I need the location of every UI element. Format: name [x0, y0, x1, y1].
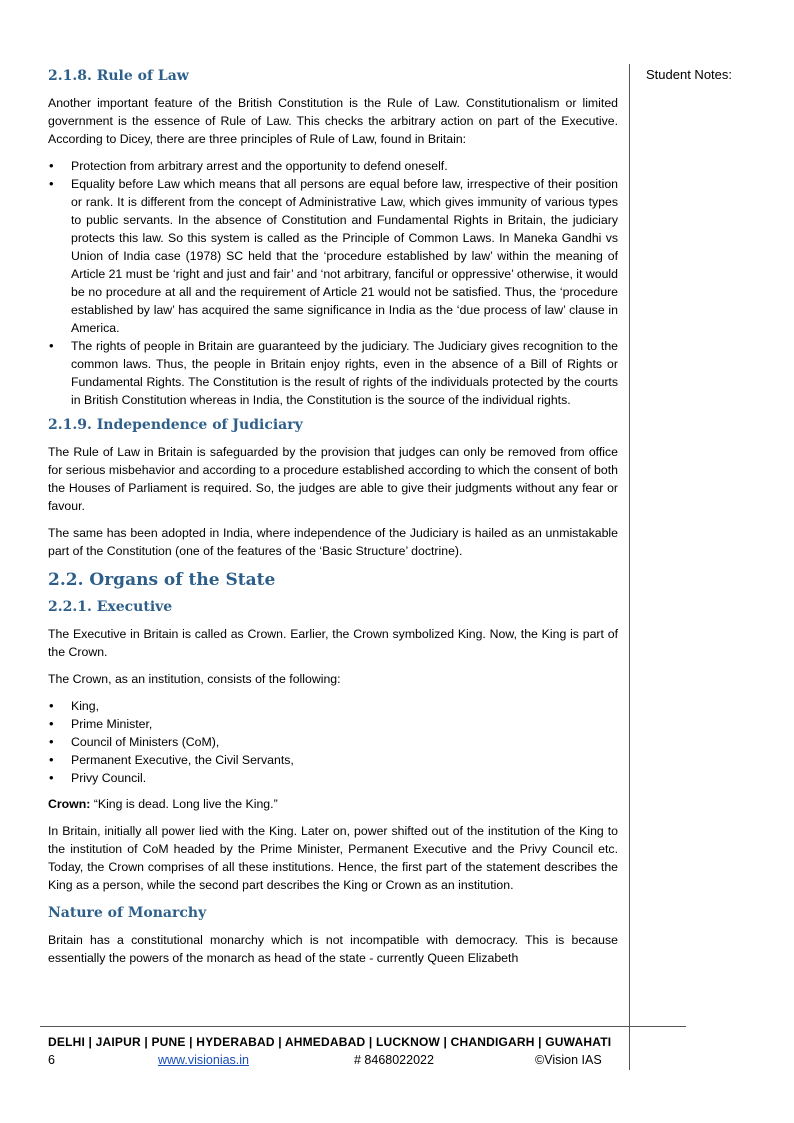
heading-nature-of-monarchy: Nature of Monarchy — [48, 905, 207, 921]
list-item: • Permanent Executive, the Civil Servants, — [48, 751, 618, 769]
website-link[interactable]: www.visionias.in — [158, 1053, 250, 1067]
crown-quote: “King is dead. Long live the King.” — [90, 797, 278, 811]
copyright: ©Vision IAS — [535, 1053, 602, 1067]
list-item: • The rights of people in Britain are guaranteed by the judiciary. The Judiciary gives recognition to the common laws. Thus, the people in Britain enjoy rights, even in the absence of a Bill of Rights or Fundamental Rights. The Constitution is the result of rights of the individuals protected by the courts in British Constitution whereas in India, the Constitution is the source of the individual rights. — [48, 337, 618, 409]
crown-label: Crown: — [48, 797, 91, 811]
judiciary-paragraph-2: The same has been adopted in India, where independence of the Judiciary is hailed as an unmistakable part of the Constitution (one of the features of the ‘Basic Structure’ doctrine). — [48, 526, 618, 558]
list-item: • Protection from arbitrary arrest and the opportunity to defend oneself. — [48, 157, 618, 175]
phone-number: # 8468022022 — [354, 1053, 434, 1067]
list-item: • Privy Council. — [48, 769, 618, 787]
crown-list — [48, 697, 618, 787]
main-content — [48, 64, 618, 976]
executive-paragraph-1: The Executive in Britain is called as Crown. Earlier, the Crown symbolized King. Now, the King is part of the Crown. — [48, 627, 618, 659]
list-item: • Equality before Law which means that all persons are equal before law, irrespective of their position or rank. It is different from the concept of Administrative Law, which gives immunity of various types to public servants. In the absence of Constitution and Fundamental Rights in Britain, the judiciary protects this law. So this system is called as the Principle of Common Laws. In Maneka Gandhi vs Union of India case (1978) SC held that the ‘procedure established by law’ within the meaning of Article 21 must be ‘right and just and fair’ and ‘not arbitrary, fanciful or oppressive’ otherwise, it would be no procedure at all and the requirement of Article 21 would not be satisfied. Thus, the ‘procedure established by law’ has acquired the same significance in India as the ‘due process of law’ clause in America. — [48, 175, 618, 337]
page-number: 6 — [48, 1053, 55, 1067]
crown-quote-paragraph — [48, 795, 618, 813]
list-item: • Council of Ministers (CoM), — [48, 733, 618, 751]
heading-independence-of-judiciary: 2.1.9. Independence of Judiciary — [48, 417, 303, 433]
executive-paragraph-2: The Crown, as an institution, consists of the following: — [48, 672, 341, 686]
list-item: • Prime Minister, — [48, 715, 618, 733]
executive-paragraph-3: In Britain, initially all power lied with the King. Later on, power shifted out of the institution of the King to the institution of CoM headed by the Prime Minister, Permanent Executive and the Privy Council etc. Today, the Crown comprises of all these institutions. Hence, the first part of the statement describes the King as a person, while the second part describes the King or Crown as an institution. — [48, 824, 618, 892]
heading-executive: 2.2.1. Executive — [48, 599, 173, 615]
rule-of-law-list — [48, 157, 618, 409]
heading-organs-of-state: 2.2. Organs of the State — [48, 570, 276, 590]
judiciary-paragraph-1: The Rule of Law in Britain is safeguarded by the provision that judges can only be removed from office for serious misbehavior and according to a procedure established according to which the consent of both the Houses of Parliament is required. So, the judges are able to give their judgments without any fear or favour. — [48, 445, 618, 513]
student-notes-label: Student Notes: — [646, 67, 732, 82]
footer-cities: DELHI | JAIPUR | PUNE | HYDERABAD | AHMEDABAD | LUCKNOW | CHANDIGARH | GUWAHATI — [48, 1035, 612, 1049]
monarchy-paragraph: Britain has a constitutional monarchy which is not incompatible with democracy. This is because essentially the powers of the monarch as head of the state - currently Queen Elizabeth — [48, 933, 618, 965]
rule-of-law-intro: Another important feature of the British Constitution is the Rule of Law. Constitutionalism or limited government is the essence of Rule of Law. This checks the arbitrary action on part of the Executive. According to Dicey, there are three principles of Rule of Law, found in Britain: — [48, 96, 618, 146]
list-item: • King, — [48, 697, 618, 715]
notes-divider — [629, 64, 630, 1070]
heading-rule-of-law: 2.1.8. Rule of Law — [48, 68, 189, 84]
footer-divider — [40, 1026, 686, 1027]
